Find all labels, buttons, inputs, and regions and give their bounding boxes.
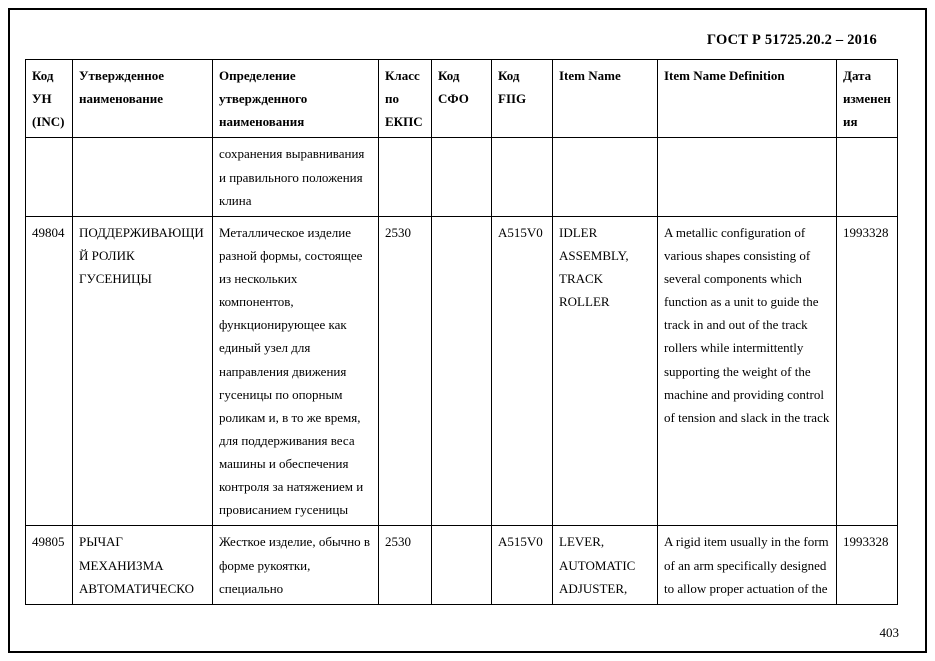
table-cell: A rigid item usually in the form of an arm specifically designed to allow proper actuation of the [658,526,837,604]
document-page [8,8,927,653]
table-row [26,526,898,604]
gost-item-table [25,59,898,605]
column-header-item-name: Item Name [553,60,658,138]
table-row [26,216,898,526]
column-header-change-date: Дата изменения [837,60,898,138]
table-cell: 49805 [26,526,73,604]
table-cell: 49804 [26,216,73,526]
table-cell [553,138,658,216]
table-cell [432,138,492,216]
table-cell: Жесткое изделие, обычно в форме рукоятки, специально [213,526,379,604]
column-header-definition: Определение утвержденного наименования [213,60,379,138]
table-row [26,138,898,216]
table-header-row [26,60,898,138]
table-cell: A515V0 [492,216,553,526]
column-header-inc: Код УН (INC) [26,60,73,138]
column-header-ekps-class: Класс по ЕКПС [379,60,432,138]
table-cell [379,138,432,216]
table-cell: IDLER ASSEMBLY, TRACK ROLLER [553,216,658,526]
table-cell: РЫЧАГ МЕХАНИЗМА АВТОМАТИЧЕСКО [73,526,213,604]
table-cell: сохранения выравнивания и правильного положения клина [213,138,379,216]
table-cell [658,138,837,216]
table-cell: ПОДДЕРЖИВАЮЩИЙ РОЛИК ГУСЕНИЦЫ [73,216,213,526]
table-cell: Металлическое изделие разной формы, состоящее из нескольких компонентов, функционирующее как единый узел для направления движения гусеницы по опорным роликам и, в то же время, для поддерживания веса машины и обеспечения контроля за натяжением и провисанием гусеницы [213,216,379,526]
column-header-item-name-definition: Item Name Definition [658,60,837,138]
page-number: 403 [879,625,899,640]
column-header-sfo-code: Код СФО [432,60,492,138]
table-cell [837,138,898,216]
table-cell: 2530 [379,526,432,604]
table-cell: LEVER, AUTOMATIC ADJUSTER, [553,526,658,604]
column-header-approved-name: Утвержденное наименование [73,60,213,138]
table-cell: 1993328 [837,216,898,526]
table-cell: 2530 [379,216,432,526]
table-cell [432,216,492,526]
table-cell [432,526,492,604]
table-cell: 1993328 [837,526,898,604]
table-cell: A metallic configuration of various shapes consisting of several components which function as a unit to guide the track in and out of the track rollers while intermittently supporting the weight of the machine and providing control of tension and slack in the track [658,216,837,526]
document-header: ГОСТ Р 51725.20.2 – 2016 [706,32,877,48]
column-header-fiig-code: Код FIIG [492,60,553,138]
table-cell: A515V0 [492,526,553,604]
table-cell [26,138,73,216]
table-cell [73,138,213,216]
table-cell [492,138,553,216]
